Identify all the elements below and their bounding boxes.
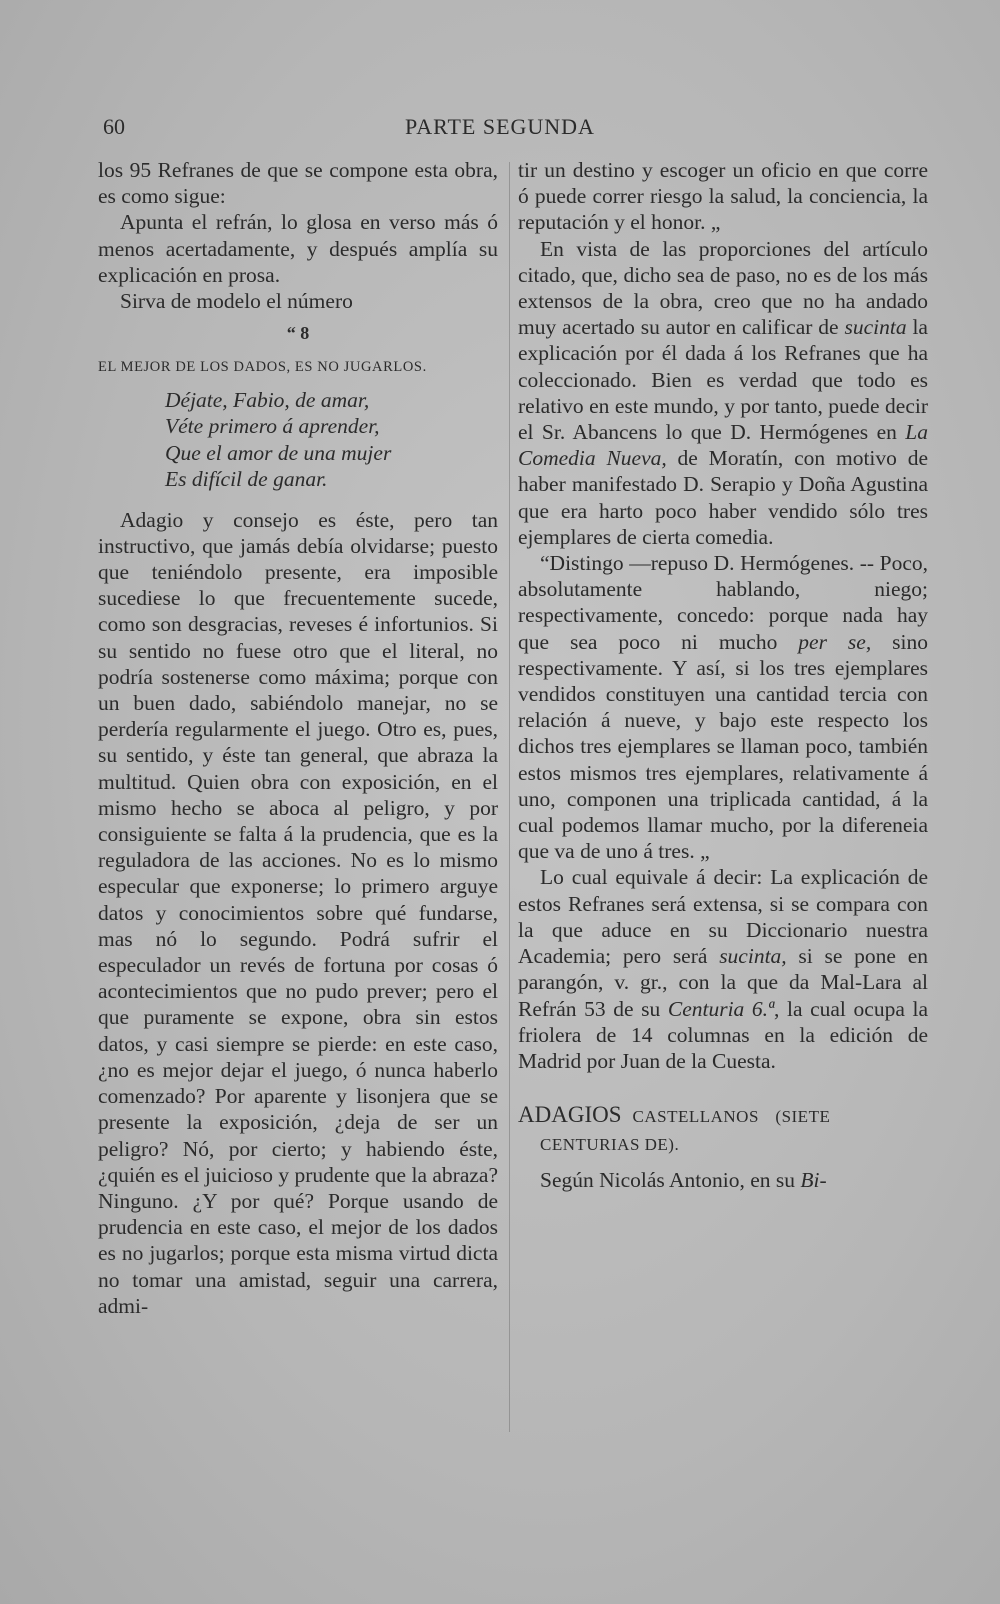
text-run: “Distingo —repuso D. Hermógenes. -- Poco, absolutamente hablando, niego; respectivamente, concedo: porque nada hay que sea poco ni mucho <box>518 551 928 654</box>
text-run: Lo cual equivale á decir: La explicación de estos Refranes será extensa, si se compara con la que aduce en su Diccionario nuestra Academia; pero será <box>518 865 928 969</box>
page-number: 60 <box>103 114 125 139</box>
page-header <box>0 114 1000 148</box>
running-title: PARTE SEGUNDA <box>405 114 595 139</box>
text-run: En vista de las proporciones del artículo citado, que, dicho sea de paso, no es de los más extensos de la obra, creo que no ha andado muy acertado su autor en calificar de <box>518 236 928 340</box>
text-run: sino respectivamente. Y así, si los tres ejemplares vendidos constituyen una cantidad tercia con relación á nueve, y bajo este respecto los dichos tres ejemplares se llaman poco, también estos mismos tres ejemplares, relativamente á uno, componen una triplicada cantidad, á la cual podemos llamar mucho, por la difereneia que va de uno á tres. „ <box>518 629 928 864</box>
column-divider <box>509 162 510 1432</box>
text-run: si se pone en parangón, v. gr., con la que da Mal-Lara al Refrán 53 de su <box>518 944 928 1021</box>
emphasis: sucinta <box>844 315 907 340</box>
intro-paragraph: los 95 Refranes de que se compone esta obra, es como sigue: <box>98 158 498 209</box>
verse-line: Que el amor de una mujer <box>165 440 392 465</box>
method-paragraph: Apunta el refrán, lo glosa en verso más ó menos acertadamente, y después amplía su explicación en prosa. <box>98 210 498 287</box>
heading-word: ADAGIOS <box>518 1102 622 1128</box>
new-entry-paragraph <box>518 1167 928 1193</box>
critique-paragraph <box>518 236 928 550</box>
work-title: Centuria 6.ª <box>667 996 774 1021</box>
emphasis: per se, <box>798 629 872 654</box>
verse-line: Véte primero á aprender, <box>165 414 380 439</box>
heading-word: (SIETE <box>775 1107 831 1127</box>
text-run: , la cual ocupa la friolera de 14 columnas en la edición de Madrid por Juan de la Cuesta. <box>518 996 928 1073</box>
text-run: de Moratín, con motivo de haber manifestado D. Serapio y Doña Agustina que era harto poco haber vendido sólo tres ejemplares de cierta comedia. <box>518 446 928 549</box>
commentary-paragraph: Adagio y consejo es éste, pero tan instructivo, que jamás debía olvidarse; puesto que teniéndolo presente, era imposible sucediese lo que frecuentemente sucede, como son desgracias, reveses é infortunios. Si su sentido no fuese otro que el literal, no podría sostenerse como máxima; porque con un buen dado, sabiéndolo manejar, no se perdería regularmente el juego. Otro es, pues, su sentido, y éste tan general, que abraza la multitud. Quien obra con exposición, en el mismo hecho se aboca al peligro, y por consiguiente se falta á la prudencia, que es la reguladora de las acciones. No es lo mismo especular que exponerse; lo primero arguye datos y conocimientos sobre qué fundarse, mas nó lo segundo. Podrá sufrir el especulador un revés de fortuna por cosas ó acontecimientos que no pudo prever; pero el que puramente se expone, obra sin estos datos, y casi siempre se pierde: en este caso, ¿no es mejor dejar el juego, ó nunca haberlo comenzado? Por aparente y lisonjera que se presente la exposición, ¿deja de ser un peligro? Nó, por cierto; y habiendo éste, ¿quién es el juicioso y prudente que la abraza? Ninguno. ¿Y por qué? Porque usando de prudencia en este caso, el mejor de los dados es no jugarlos; porque esta misma virtud dicta no tomar una amistad, seguir una carrera, admi- <box>98 507 498 1318</box>
verse-line: Es difícil de ganar. <box>165 467 328 492</box>
verse-line: Déjate, Fabio, de amar, <box>165 387 370 412</box>
conclusion-paragraph <box>518 864 928 1074</box>
text-run: la explicación por él dada á los Refranes que ha coleccionado. Bien es verdad que todo es relativo en este mundo, y por tanto, puede decir el Sr. Abancens lo que D. Hermógenes en <box>518 315 928 445</box>
refran-title: EL MEJOR DE LOS DADOS, ES NO JUGARLOS. <box>98 359 427 376</box>
right-column <box>518 157 928 1193</box>
emphasis: Bi- <box>800 1167 827 1192</box>
continuation-paragraph: tir un destino y escoger un oficio en que corre ó puede correr riesgo la salud, la conciencia, la reputación y el honor. „ <box>518 158 928 235</box>
work-title: La Comedia Nueva, <box>518 420 928 471</box>
section-heading <box>518 1102 928 1158</box>
emphasis: sucinta, <box>719 944 787 969</box>
quote-paragraph <box>518 550 928 864</box>
left-column <box>98 157 498 1319</box>
heading-word: CENTURIAS DE). <box>540 1135 680 1155</box>
refran-number: “ 8 <box>286 323 310 344</box>
verse-stanza <box>165 387 498 493</box>
heading-word: CASTELLANOS <box>632 1107 759 1127</box>
model-paragraph: Sirva de modelo el número <box>120 289 353 314</box>
text-run: Según Nicolás Antonio, en su <box>540 1167 801 1192</box>
